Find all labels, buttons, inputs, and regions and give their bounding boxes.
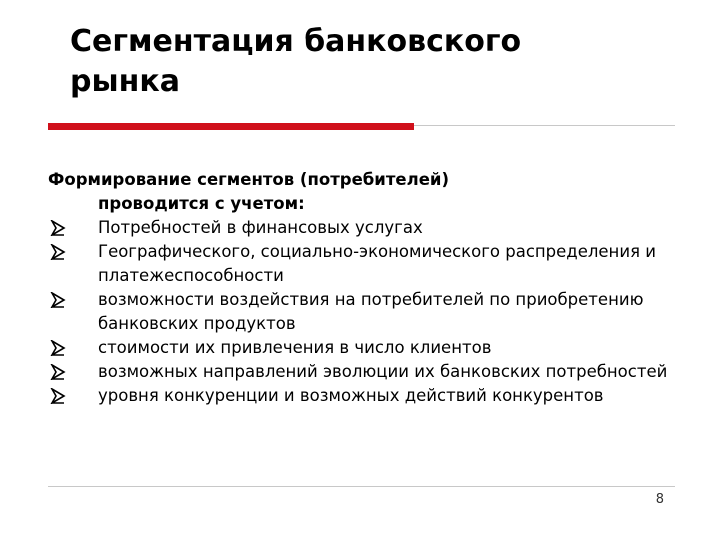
bullet-text: возможности воздействия на потребителей по приобретению банковских продуктов: [98, 290, 644, 333]
bullet-item: [48, 216, 688, 240]
page-number: 8: [655, 492, 664, 507]
slide-body: [48, 168, 688, 408]
title-accent-bar: [48, 123, 414, 130]
bullet-item: [48, 360, 688, 384]
arrowhead-bullet-icon: [50, 244, 66, 260]
intro-text-line-1: Формирование сегментов (потребителей): [48, 170, 449, 189]
bullet-text: уровня конкуренции и возможных действий конкурентов: [98, 386, 604, 405]
arrowhead-bullet-icon: [50, 388, 66, 404]
footer-divider-line: [48, 486, 675, 487]
arrowhead-bullet-icon: [50, 220, 66, 236]
bullet-item: [48, 288, 688, 336]
arrowhead-bullet-icon: [50, 364, 66, 380]
slide-title-line-1: Сегментация банковского: [70, 24, 522, 59]
bullet-item: [48, 240, 688, 288]
bullet-item: [48, 384, 688, 408]
slide-title-line-2: рынка: [70, 64, 180, 99]
arrowhead-bullet-icon: [50, 340, 66, 356]
bullet-item: [48, 336, 688, 360]
bullet-text: возможных направлений эволюции их банковских потребностей: [98, 362, 668, 381]
arrowhead-bullet-icon: [50, 292, 66, 308]
slide-title: [70, 22, 670, 102]
bullet-text: стоимости их привлечения в число клиентов: [98, 338, 492, 357]
bullet-list: [48, 216, 688, 408]
bullet-text: Потребностей в финансовых услугах: [98, 218, 423, 237]
intro-text: [48, 168, 688, 216]
intro-text-line-2: проводится с учетом:: [98, 194, 305, 213]
bullet-text: Географического, социально-экономического распределения и платежеспособности: [98, 242, 656, 285]
